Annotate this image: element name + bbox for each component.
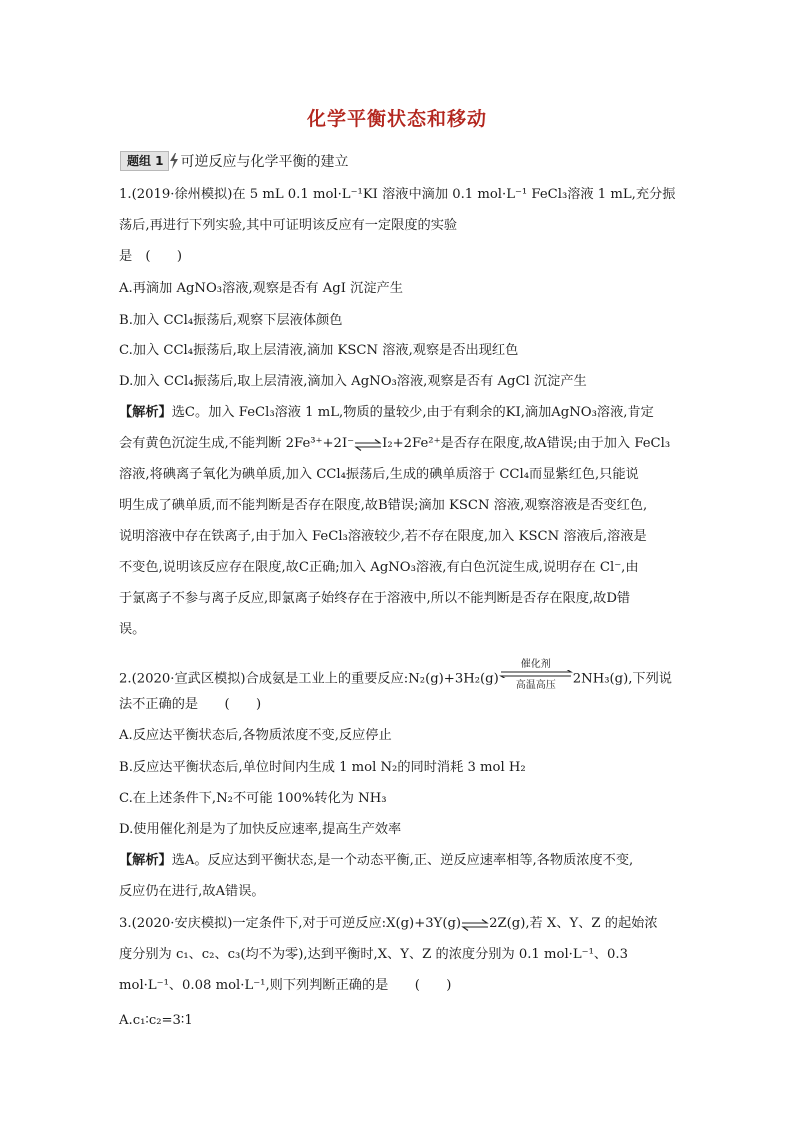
equilibrium-arrow-icon [461, 918, 489, 930]
q2-option-d: D.使用催化剂是为了加快反应速率,提高生产效率 [119, 822, 402, 837]
q1-analysis-line8: 误。 [119, 622, 146, 637]
analysis-text: 选C。加入 FeCl₃溶液 1 mL,物质的量较少,由于有剩余的KI,滴加AgNO₃溶液,肯定 [171, 405, 654, 420]
section-heading [120, 150, 349, 172]
q3-stem-text: 2Z(g),若 X、Y、Z 的起始浓 [489, 916, 658, 931]
group-title: 可逆反应与化学平衡的建立 [180, 154, 349, 170]
q1-analysis-line7: 于氯离子不参与离子反应,即氯离子始终存在于溶液中,所以不能判断是否存在限度,故D错 [119, 591, 631, 606]
q3-stem-line2: 度分别为 c₁、c₂、c₃(均不为零),达到平衡时,X、Y、Z 的浓度分别为 0.1 mol·L⁻¹、0.3 [119, 947, 629, 962]
q2-option-c: C.在上述条件下,N₂不可能 100%转化为 NH₃ [119, 791, 387, 806]
q1-analysis-line4: 明生成了碘单质,而不能判断是否存在限度,故B错误;滴加 KSCN 溶液,观察溶液是否变红色, [119, 498, 648, 513]
q1-stem-line3: 是 ( ) [119, 249, 183, 264]
analysis-label: 【解析】 [119, 853, 172, 868]
q1-option-d: D.加入 CCl₄振荡后,取上层清液,滴加入 AgNO₃溶液,观察是否有 AgCl 沉淀产生 [119, 374, 587, 389]
q2-stem-text: 2NH₃(g),下列说 [572, 671, 672, 687]
analysis-text: I₂+2Fe²⁺是否存在限度,故A错误;由于加入 FeCl₃ [382, 436, 671, 451]
q1-analysis-line2 [119, 434, 670, 454]
q1-option-c: C.加入 CCl₄振荡后,取上层清液,滴加 KSCN 溶液,观察是否出现红色 [119, 343, 519, 358]
q3-stem-line3: mol·L⁻¹、0.08 mol·L⁻¹,则下列判断正确的是 ( ) [119, 978, 452, 993]
lightning-icon [169, 153, 179, 169]
group-badge: 题组 1 [120, 151, 169, 171]
q1-analysis-line5: 说明溶液中存在铁离子,由于加入 FeCl₃溶液较少,若不存在限度,加入 KSCN 溶液后,溶液是 [119, 529, 647, 544]
page-title: 化学平衡状态和移动 [306, 108, 487, 130]
analysis-text: 会有黄色沉淀生成,不能判断 2Fe³⁺+2I⁻ [119, 436, 355, 451]
q1-option-a: A.再滴加 AgNO₃溶液,观察是否有 AgI 沉淀产生 [119, 281, 403, 296]
q2-stem-line1 [119, 659, 672, 691]
catalyst-label: 催化剂 [520, 659, 551, 670]
analysis-text: 选A。反应达到平衡状态,是一个动态平衡,正、逆反应速率相等,各物质浓度不变, [171, 853, 634, 868]
catalyst-arrow [499, 659, 573, 691]
q2-stem-text: 2.(2020·宣武区模拟)合成氨是工业上的重要反应:N₂(g)+3H₂(g) [119, 671, 499, 687]
q3-option-a: A.c₁∶c₂=3∶1 [119, 1013, 193, 1028]
q2-analysis-line2: 反应仍在进行,故A错误。 [119, 884, 265, 899]
q2-analysis-line1 [119, 851, 633, 871]
q1-stem-line1: 1.(2019·徐州模拟)在 5 mL 0.1 mol·L⁻¹KI 溶液中滴加 0.1 mol·L⁻¹ FeCl₃溶液 1 mL,充分振 [119, 187, 676, 202]
q3-stem-line1 [119, 914, 658, 934]
q1-analysis-line3: 溶液,将碘离子氧化为碘单质,加入 CCl₄振荡后,生成的碘单质溶于 CCl₄而显紫红色,只能说 [119, 467, 639, 482]
q1-stem-line2: 荡后,再进行下列实验,其中可证明该反应有一定限度的实验 [119, 218, 458, 233]
equilibrium-arrow-icon [354, 438, 382, 450]
analysis-label: 【解析】 [119, 405, 172, 420]
q2-stem-line2: 法不正确的是 ( ) [119, 697, 262, 712]
q2-option-b: B.反应达平衡状态后,单位时间内生成 1 mol N₂的同时消耗 3 mol H₂ [119, 760, 526, 775]
q2-option-a: A.反应达平衡状态后,各物质浓度不变,反应停止 [119, 728, 392, 743]
q1-analysis-line1 [119, 403, 654, 423]
q1-analysis-line6: 不变色,说明该反应存在限度,故C正确;加入 AgNO₃溶液,有白色沉淀生成,说明存在 Cl⁻,由 [119, 560, 639, 575]
q3-stem-text: 3.(2020·安庆模拟)一定条件下,对于可逆反应:X(g)+3Y(g) [119, 916, 462, 931]
condition-label: 高温高压 [515, 680, 556, 691]
q1-option-b: B.加入 CCl₄振荡后,观察下层液体颜色 [119, 313, 343, 328]
